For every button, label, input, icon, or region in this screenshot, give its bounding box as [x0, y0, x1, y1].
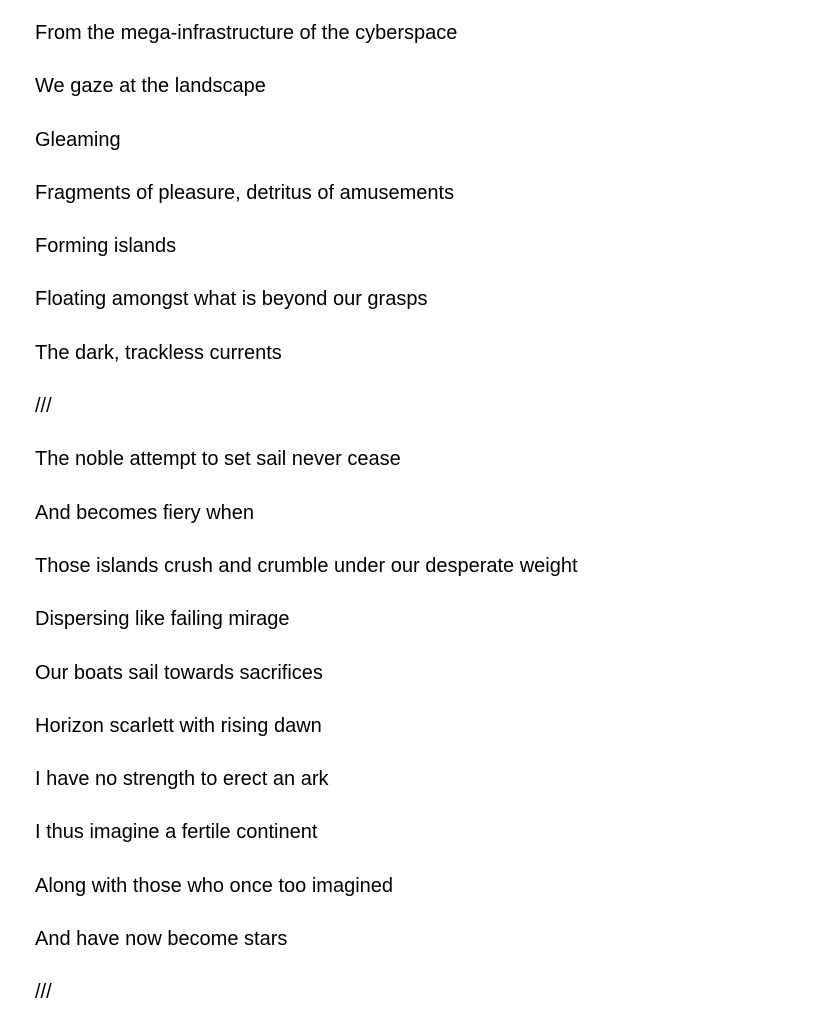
poem-body: [35, 19, 578, 1032]
poem-line: I have no strength to erect an ark: [35, 768, 329, 791]
poem-line: Along with those who once too imagined: [35, 874, 394, 897]
poem-line: Floating amongst what is beyond our grasps: [35, 288, 428, 311]
poem-line: Our boats sail towards sacrifices: [35, 661, 323, 684]
poem-line: Gleaming: [35, 128, 121, 151]
poem-line: Fragments of pleasure, detritus of amusements: [35, 181, 455, 204]
poem-line: And becomes fiery when: [35, 501, 255, 524]
poem-line: Horizon scarlett with rising dawn: [35, 714, 322, 737]
poem-line: The noble attempt to set sail never cease: [35, 448, 401, 471]
poem-line: From the mega-infrastructure of the cyberspace: [35, 22, 458, 44]
poem-line: Forming islands: [35, 235, 177, 258]
poem-line: Dispersing like failing mirage: [35, 608, 290, 631]
poem-line: And have now become stars: [35, 928, 288, 951]
poem-line: Those islands crush and crumble under our desperate weight: [35, 554, 578, 577]
poem-line: We gaze at the landscape: [35, 75, 266, 98]
section-divider: ///: [35, 981, 52, 1004]
section-divider: ///: [35, 395, 52, 418]
poem-line: The dark, trackless currents: [35, 341, 282, 364]
poem-line: I thus imagine a fertile continent: [35, 821, 318, 844]
